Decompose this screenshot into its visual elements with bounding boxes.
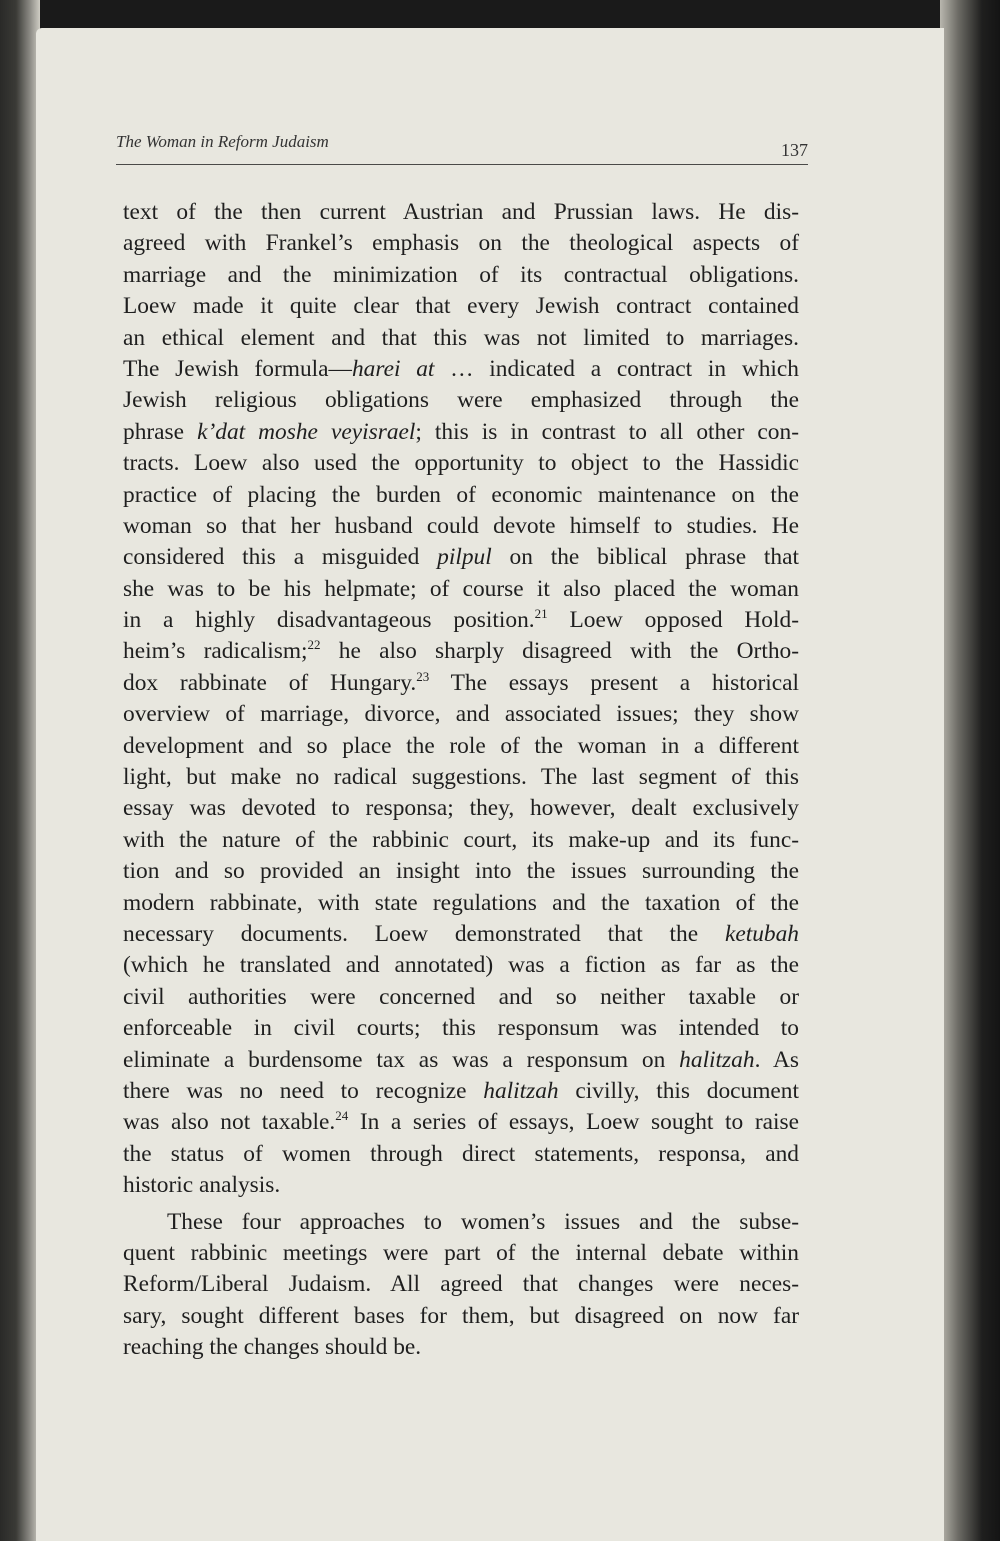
text-line xyxy=(123,385,799,416)
text-line xyxy=(123,291,799,322)
text-run: she was to be his helpmate; of course it also placed the woman xyxy=(123,575,799,602)
running-title: The Woman in Reform Judaism xyxy=(116,132,329,151)
text-run: agreed with Frankel’s emphasis on the theological aspects of xyxy=(123,230,799,257)
page-right-edge xyxy=(940,0,1000,1541)
text-line xyxy=(123,668,799,699)
book-spine-edge xyxy=(0,0,40,1541)
text-line xyxy=(123,919,799,950)
text-run: was also not taxable. xyxy=(123,1109,336,1136)
text-line xyxy=(123,1332,799,1363)
text-line xyxy=(123,1301,799,1332)
text-run: modern rabbinate, with state regulations and the taxation of the xyxy=(123,889,799,916)
text-run: The essays present a historical xyxy=(429,669,799,696)
text-line xyxy=(123,448,799,479)
text-run: Jewish religious obligations were emphasized through the xyxy=(123,387,799,414)
text-run: . As xyxy=(754,1046,799,1073)
text-line xyxy=(123,1238,799,1269)
footnote-ref: 22 xyxy=(307,637,321,653)
text-run: marriage and the minimization of its contractual obligations. xyxy=(123,261,799,288)
text-line xyxy=(123,1207,799,1238)
text-line xyxy=(123,982,799,1013)
text-run: quent rabbinic meetings were part of the internal debate within xyxy=(123,1239,799,1266)
italic-term: k’dat moshe veyisrael xyxy=(197,418,416,445)
text-run: civil authorities were concerned and so neither taxable or xyxy=(123,983,799,1010)
text-run: heim’s radicalism; xyxy=(123,638,308,665)
italic-term: ketubah xyxy=(724,920,799,947)
text-run: light, but make no radical suggestions. The last segment of this xyxy=(123,764,799,791)
footnote-ref: 24 xyxy=(335,1108,349,1124)
text-run: necessary documents. Loew demonstrated that the xyxy=(123,920,725,947)
text-line xyxy=(123,417,799,448)
text-line xyxy=(123,480,799,511)
text-line xyxy=(123,1013,799,1044)
text-run: Reform/Liberal Judaism. All agreed that changes were neces- xyxy=(123,1271,799,1298)
text-line xyxy=(123,574,799,605)
text-line xyxy=(123,825,799,856)
text-run: woman so that her husband could devote himself to studies. He xyxy=(123,512,799,539)
text-line xyxy=(123,1076,799,1107)
text-run: These four approaches to women’s issues and the subse- xyxy=(167,1208,799,1235)
text-line xyxy=(123,888,799,919)
text-line xyxy=(123,542,799,573)
text-line xyxy=(123,323,799,354)
text-run: in a highly disadvantageous position. xyxy=(123,607,535,634)
text-run: the status of women through direct statements, responsa, and xyxy=(123,1140,799,1167)
body-text xyxy=(123,197,799,1363)
text-line xyxy=(123,636,799,667)
text-line xyxy=(123,354,799,385)
text-run: with the nature of the rabbinic court, its make-up and its func- xyxy=(123,826,799,853)
text-run: dox rabbinate of Hungary. xyxy=(123,669,417,696)
footnote-ref: 21 xyxy=(534,606,548,622)
text-run: essay was devoted to responsa; they, however, dealt exclusively xyxy=(123,795,799,822)
text-run: sary, sought different bases for them, but disagreed on now far xyxy=(123,1302,799,1329)
page-number: 137 xyxy=(781,140,808,160)
text-run: an ethical element and that this was not limited to marriages. xyxy=(123,324,799,351)
text-run: there was no need to recognize xyxy=(123,1077,484,1104)
italic-term: halitzah xyxy=(483,1077,559,1104)
text-run: Loew opposed Hold- xyxy=(547,607,799,634)
text-run: civilly, this document xyxy=(558,1077,800,1104)
text-run: Loew made it quite clear that every Jewish contract contained xyxy=(123,293,799,320)
text-line xyxy=(123,793,799,824)
text-line xyxy=(123,1170,799,1201)
text-line xyxy=(123,1045,799,1076)
running-header xyxy=(116,132,808,165)
text-run: reaching the changes should be. xyxy=(123,1334,422,1361)
text-run: he also sharply disagreed with the Ortho- xyxy=(320,638,799,665)
paragraph xyxy=(123,1207,799,1364)
text-run: eliminate a burdensome tax as was a responsum on xyxy=(123,1046,680,1073)
text-run: on the biblical phrase that xyxy=(491,544,799,571)
text-run: overview of marriage, divorce, and associated issues; they show xyxy=(123,701,799,728)
text-run: ; this is in contrast to all other con- xyxy=(415,418,799,445)
text-run: considered this a misguided xyxy=(123,544,438,571)
footnote-ref: 23 xyxy=(416,668,430,684)
italic-term: halitzah xyxy=(679,1046,755,1073)
text-run: tracts. Loew also used the opportunity to object to the Hassidic xyxy=(123,450,799,477)
text-line xyxy=(123,731,799,762)
text-run: enforceable in civil courts; this responsum was intended to xyxy=(123,1015,799,1042)
text-line xyxy=(123,856,799,887)
text-run: phrase xyxy=(123,418,198,445)
text-line xyxy=(123,228,799,259)
text-line xyxy=(123,1269,799,1300)
italic-term: harei at xyxy=(351,355,435,382)
text-line xyxy=(123,605,799,636)
text-run: (which he translated and annotated) was a fiction as far as the xyxy=(123,952,799,979)
italic-term: pilpul xyxy=(437,544,492,571)
text-line xyxy=(123,260,799,291)
text-line xyxy=(123,511,799,542)
text-line xyxy=(123,1139,799,1170)
text-run: text of the then current Austrian and Prussian laws. He dis- xyxy=(123,199,799,225)
text-line xyxy=(123,197,799,228)
text-line xyxy=(123,950,799,981)
text-line xyxy=(123,1107,799,1138)
text-run: … indicated a contract in which xyxy=(434,355,799,382)
text-run: practice of placing the burden of economic maintenance on the xyxy=(123,481,799,508)
text-run: development and so place the role of the woman in a different xyxy=(123,732,799,759)
text-run: historic analysis. xyxy=(123,1172,281,1199)
text-line xyxy=(123,762,799,793)
text-run: In a series of essays, Loew sought to raise xyxy=(348,1109,800,1136)
text-run: The Jewish formula— xyxy=(123,355,352,382)
text-line xyxy=(123,699,799,730)
text-run: tion and so provided an insight into the issues surrounding the xyxy=(123,858,799,885)
paragraph xyxy=(123,197,799,1202)
